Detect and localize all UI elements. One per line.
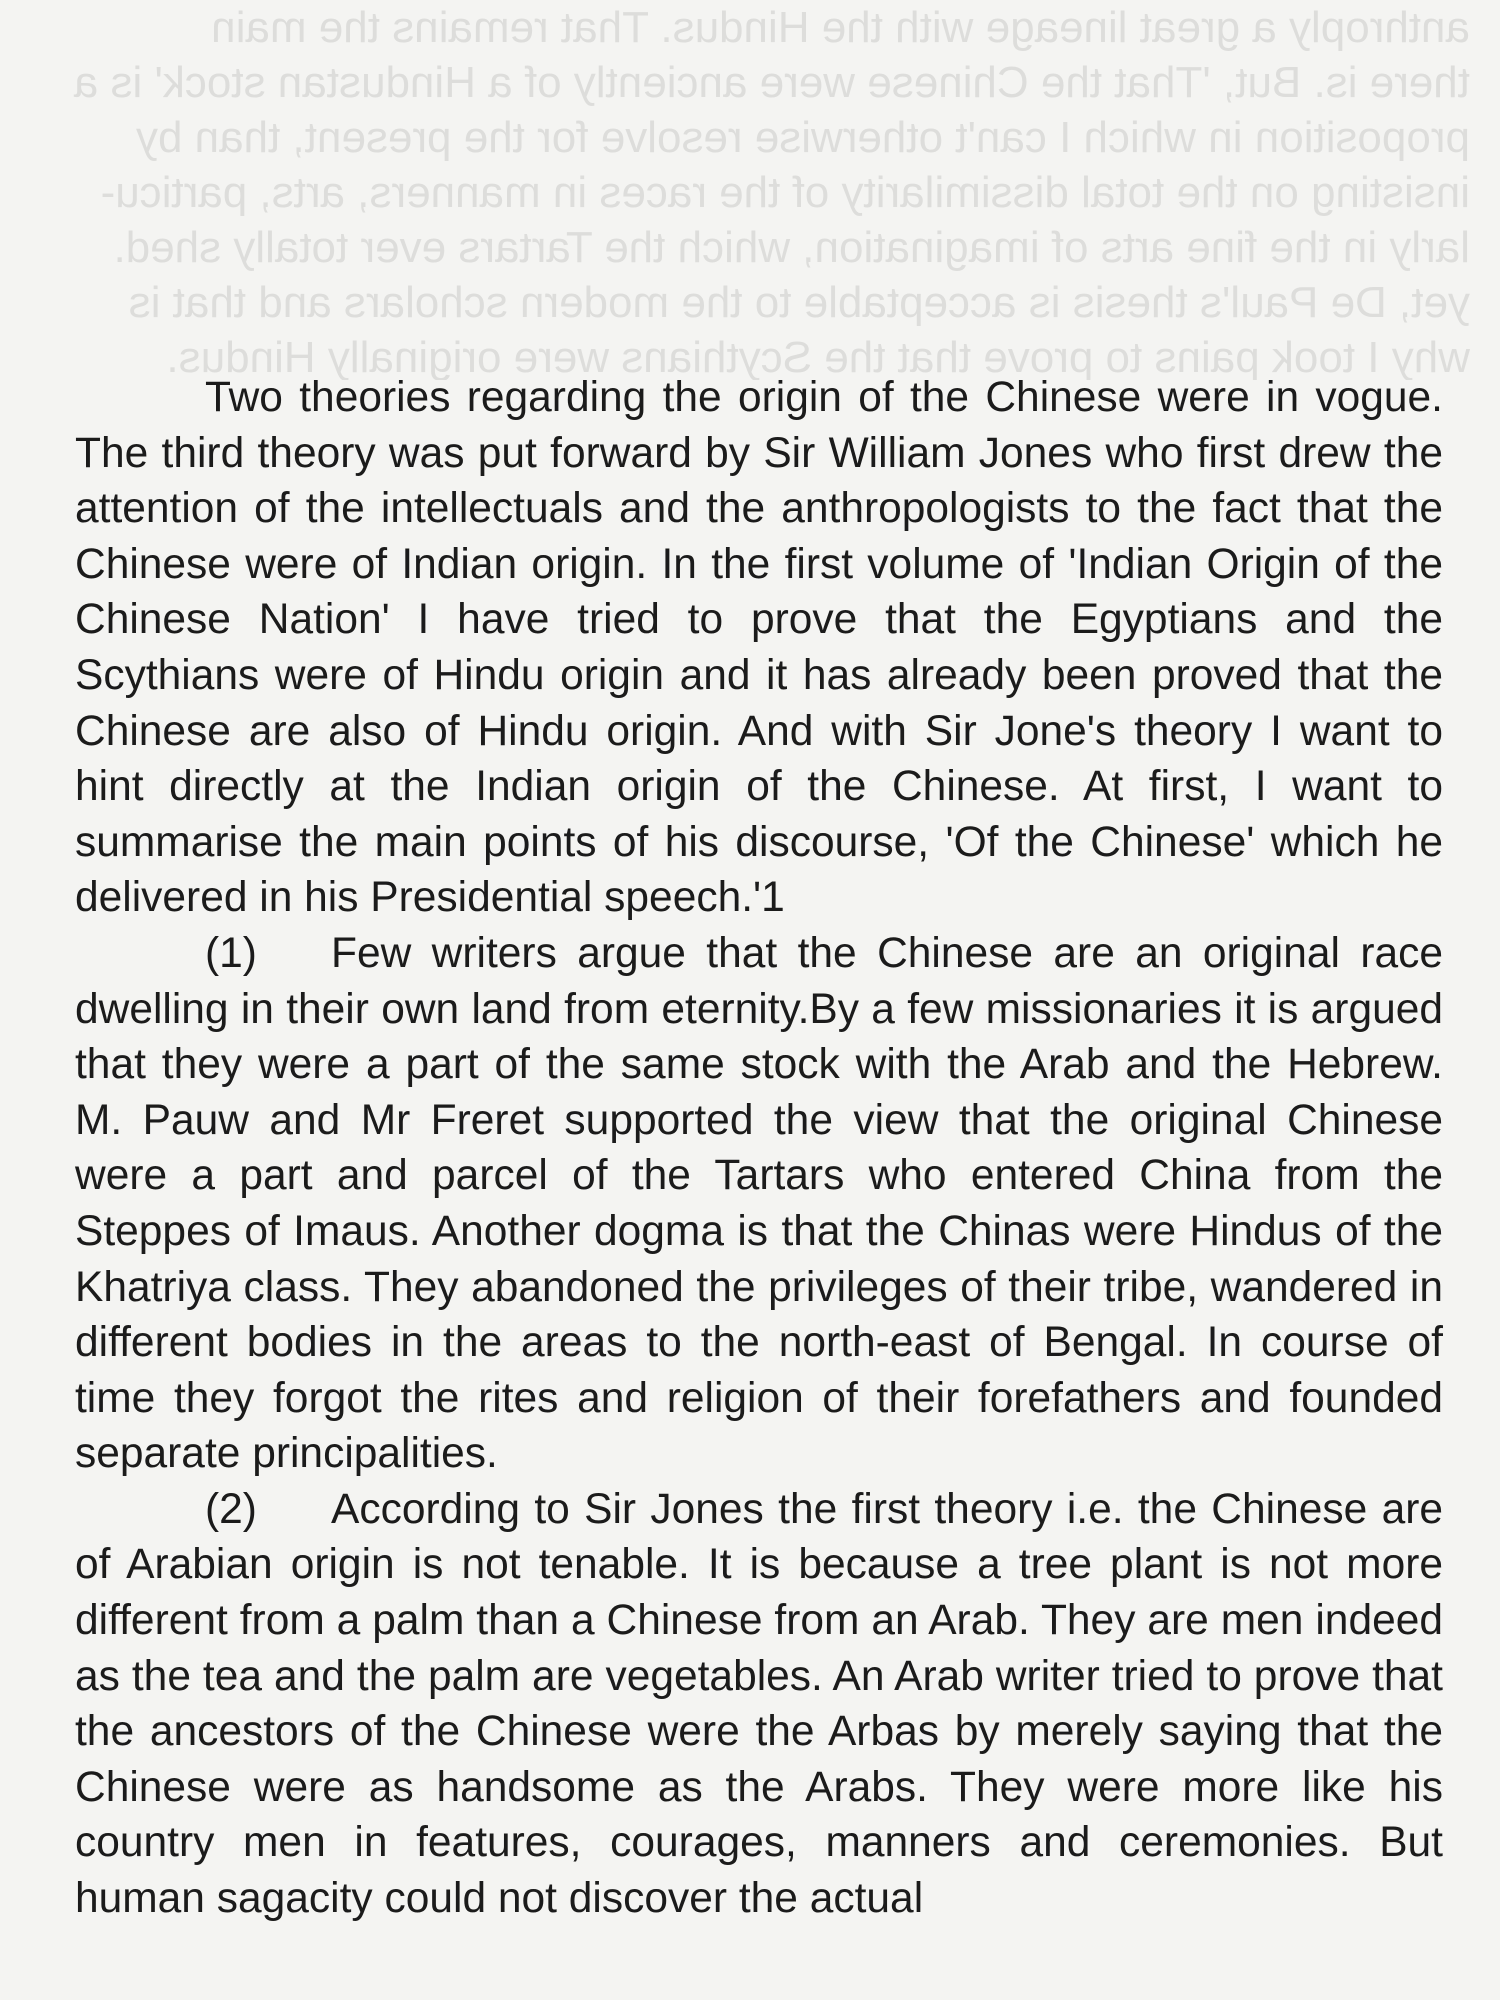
paragraph-text: Two theories regarding the origin of the Chinese were in vogue. The third theory was put forward by Sir William Jones who first drew the attention of the intellectuals and the anthropologists to the fact that the Chinese were of Indian origin. In the first volume of 'Indian Origin of the Chinese Nation' I have tried to prove that the Egyptians and the Scythians were of Hindu origin and it has already been proved that the Chinese are also of Hindu origin. And with Sir Jone's theory I want to hint directly at the Indian origin of the Chinese. At first, I want to summarise the main points of his discourse, 'Of the Chinese' which he delivered in his Presidential speech.'1 — [75, 374, 1443, 922]
bleed-through-line: yet, De Paul's thesis is acceptable to the modern scholars and that is — [128, 278, 1470, 327]
paragraph-point-2 — [75, 1482, 1443, 1927]
bleed-through-line: there is. But, 'That the Chinese were anciently of a Hindustan stock' is a — [73, 58, 1470, 107]
bleed-through-line: larly in the fine arts of imagination, which the Tartars ever totally shed. — [113, 223, 1470, 272]
paragraph-text: According to Sir Jones the first theory i.e. the Chinese are of Arabian origin is not tenable. It is because a tree plant is not more different from a palm than a Chinese from an Arab. They are men indeed as the tea and the palm are vegetables. An Arab writer tried to prove that the ancestors of the Chinese were the Arbas by merely saying that the Chinese were as handsome as the Arabs. They were more like his country men in features, courages, manners and ceremonies. But human sagacity could not discover the actual — [75, 1485, 1443, 1923]
bleed-through-line: why I took pains to prove that the Scythians were originally Hindus. — [166, 333, 1470, 380]
bleed-through-line: anthroply a great lineage with the Hindus. That remains the main — [211, 3, 1470, 52]
paragraph-number: (1) — [205, 929, 257, 977]
paragraph-point-1 — [75, 926, 1443, 1482]
bleed-through-line: proposition in which I can't otherwise resolve for the present, than by — [135, 113, 1470, 162]
paragraph-text: Few writers argue that the Chinese are an original race dwelling in their own land from eternity.By a few missionaries it is argued that they were a part of the same stock with the Arab and the Hebrew. M. Pauw and Mr Freret supported the view that the original Chinese were a part and parcel of the Tartars who entered China from the Steppes of Imaus. Another dogma is that the Chinas were Hindus of the Khatriya class. They abandoned the privileges of their tribe, wandered in different bodies in the areas to the north-east of Bengal. In course of time they forgot the rites and religion of their forefathers and founded separate principalities. — [75, 929, 1443, 1478]
bleed-through-text — [70, 0, 1470, 380]
body-text — [75, 370, 1443, 1927]
bleed-through-line: insisting on the total dissimilarity of the races in manners, arts, particu- — [100, 168, 1470, 217]
paragraph-number: (2) — [205, 1485, 257, 1533]
paragraph-intro — [75, 370, 1443, 926]
